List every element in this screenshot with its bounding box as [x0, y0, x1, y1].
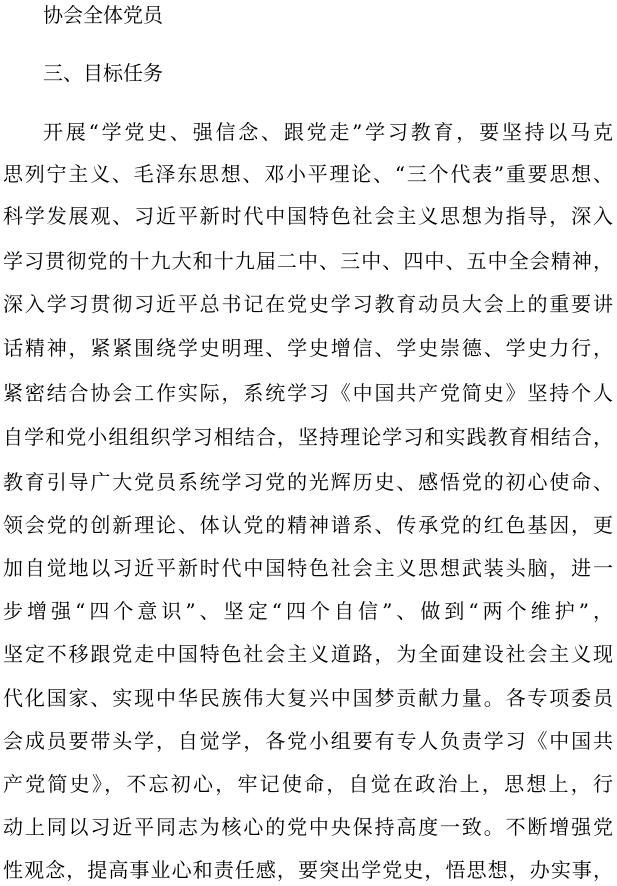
paragraph-line: 产党简史》，不忘初心，牢记使命，自觉在政治上，思想上，行: [3, 772, 613, 796]
paragraph-line: 开展“学党史、强信念、跟党走”学习教育，要坚持以马克: [43, 120, 613, 144]
paragraph-line: 教育引导广大党员系统学习党的光辉历史、感悟党的初心使命、: [3, 470, 613, 494]
paragraph-line: 代化国家、实现中华民族伟大复兴中国梦贡献力量。各专项委员: [3, 686, 613, 710]
paragraph-line: 坚定不移跟党走中国特色社会主义道路，为全面建设社会主义现: [3, 642, 613, 666]
paragraph-line: 学习贯彻党的十九大和十九届二中、三中、四中、五中全会精神，: [3, 249, 613, 273]
paragraph-line: 加自觉地以习近平新时代中国特色社会主义思想武装头脑，进一: [3, 556, 613, 580]
paragraph-line: 领会党的创新理论、体认党的精神谱系、传承党的红色基因，更: [3, 513, 613, 537]
section-heading: 三、目标任务: [43, 61, 163, 85]
paragraph-line: 步增强“四个意识”、坚定“四个自信”、做到“两个维护”，: [3, 599, 613, 623]
paragraph-line: 会成员要带头学，自觉学，各党小组要有专人负责学习《中国共: [3, 729, 613, 753]
paragraph-line: 性观念，提高事业心和责任感，要突出学党史，悟思想，办实事，: [3, 858, 613, 882]
heading-line: 协会全体党员: [43, 3, 163, 27]
paragraph-line: 动上同以习近平同志为核心的党中央保持高度一致。不断增强党: [3, 815, 613, 839]
paragraph-line: 话精神，紧紧围绕学史明理、学史增信、学史崇德、学史力行，: [3, 336, 613, 360]
paragraph-line: 思列宁主义、毛泽东思想、邓小平理论、“三个代表”重要思想、: [3, 162, 613, 186]
paragraph-line: 自学和党小组组织学习相结合，坚持理论学习和实践教育相结合，: [3, 425, 613, 449]
paragraph-line: 紧密结合协会工作实际，系统学习《中国共产党简史》坚持个人: [3, 381, 613, 405]
paragraph-line: 深入学习贯彻习近平总书记在党史学习教育动员大会上的重要讲: [3, 292, 613, 316]
paragraph-line: 科学发展观、习近平新时代中国特色社会主义思想为指导，深入: [3, 204, 613, 228]
